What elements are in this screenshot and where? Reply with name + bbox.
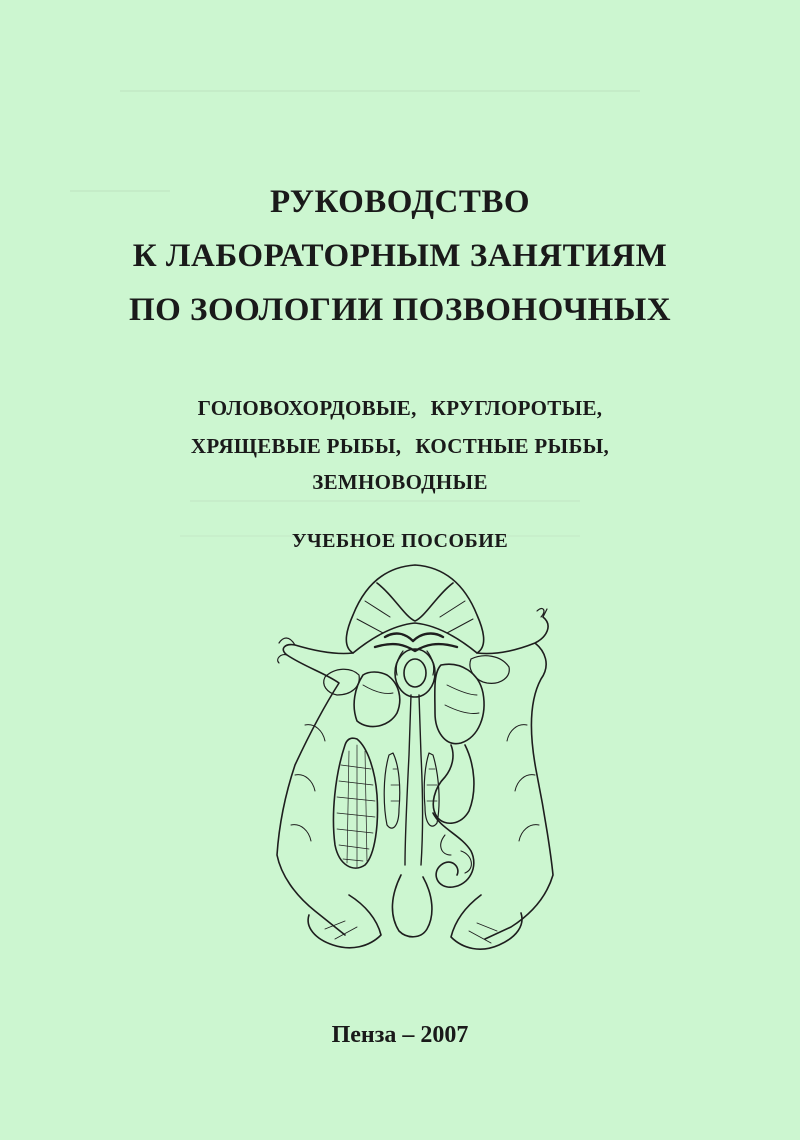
right-skin-flap <box>477 617 553 939</box>
subtitle-item-cephalochordates: ГОЛОВОХОРДОВЫЕ, <box>197 396 417 420</box>
title-line-2: К ЛАБОРАТОРНЫМ ЗАНЯТИЯМ <box>132 238 668 274</box>
frog-dissection-illustration <box>265 555 565 965</box>
subtitle-item-cartilaginous-fish: ХРЯЩЕВЫЕ РЫБЫ, <box>190 434 402 458</box>
title-line-1: РУКОВОДСТВО <box>269 184 531 220</box>
book-type-label: УЧЕБНОЕ ПОСОБИЕ <box>291 530 509 552</box>
title-line-3: ПО ЗООЛОГИИ ПОЗВОНОЧНЫХ <box>128 292 672 328</box>
subtitle-item-cyclostomes: КРУГЛОРОТЫЕ, <box>430 396 603 420</box>
subtitle-line-3: ЗЕМНОВОДНЫЕ <box>312 470 488 494</box>
imprint-place-year: Пенза – 2007 <box>331 1022 469 1048</box>
liver-right <box>435 664 484 743</box>
show-through-texture <box>120 90 640 122</box>
dorsal-aorta <box>405 695 423 865</box>
urinary-bladder <box>392 875 432 937</box>
stomach <box>433 745 474 823</box>
subtitle-line-2 <box>0 436 800 457</box>
frog-jaw-lines <box>377 583 453 621</box>
fat-body-left <box>324 669 360 695</box>
lung-texture <box>337 745 375 867</box>
fat-body-right <box>470 656 509 684</box>
lung-left <box>333 738 377 868</box>
show-through-texture <box>190 500 580 512</box>
heart-and-vessels <box>375 634 457 697</box>
intestine-coils <box>433 813 474 887</box>
subtitle-line-1 <box>0 398 800 419</box>
kidney-left <box>384 753 400 828</box>
subtitle-item-bony-fish: КОСТНЫЕ РЫБЫ, <box>415 434 610 458</box>
liver-left <box>354 672 400 727</box>
